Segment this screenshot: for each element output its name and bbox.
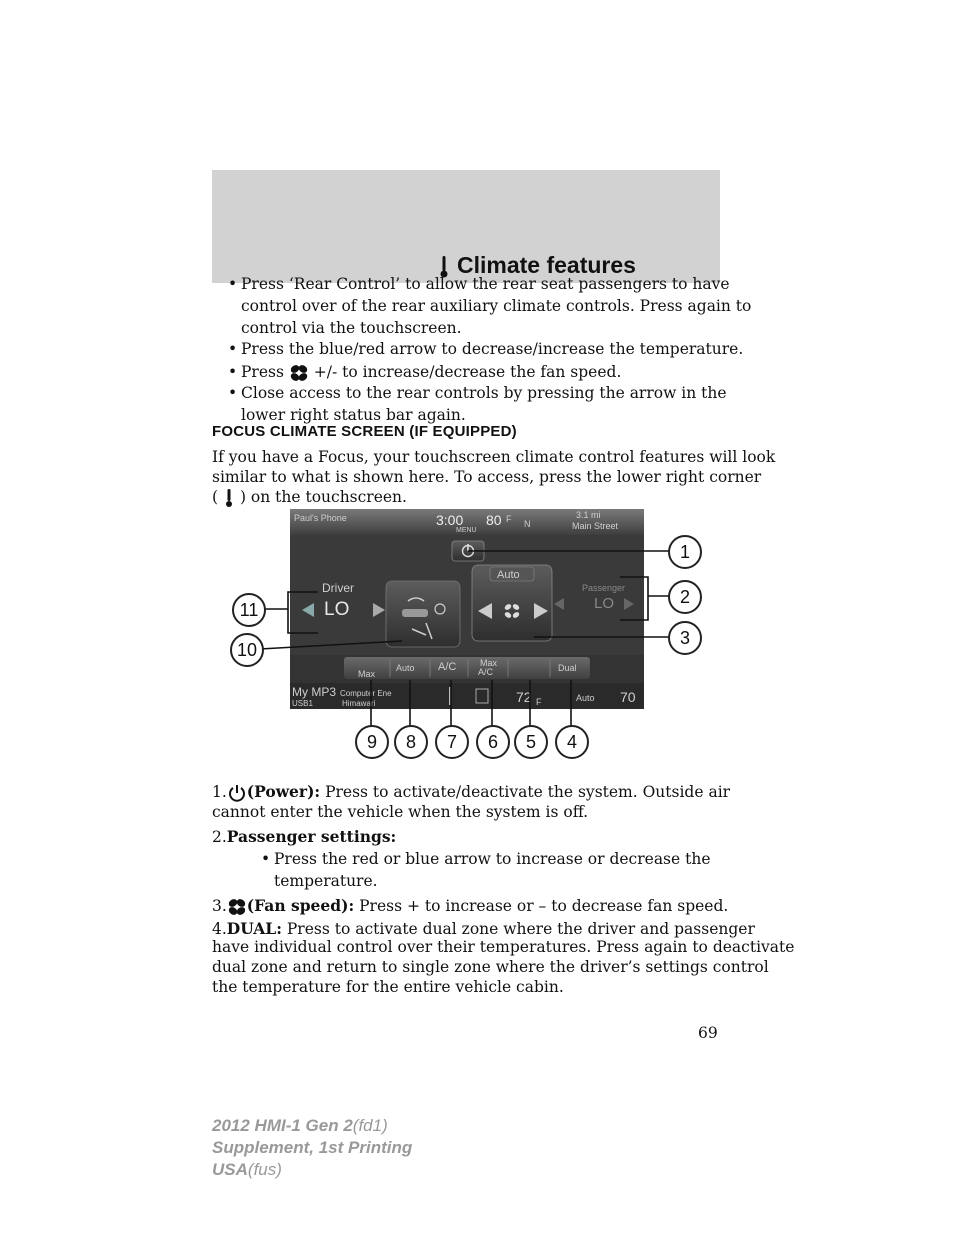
screen-status-unit: F	[536, 697, 542, 707]
bullet-arrow-temp: Press the blue/red arrow to decrease/increase the temperature.	[241, 340, 744, 358]
screen-driver-label: Driver	[322, 581, 354, 595]
bullet-fan-text: +/- to increase/decrease the fan speed.	[313, 363, 622, 381]
bullet-dot: •	[261, 850, 271, 868]
screen-btn-dual[interactable]: Dual	[558, 663, 577, 673]
screen-auto-label: Auto	[497, 569, 520, 581]
item-2-bullet-line2: temperature.	[274, 872, 378, 890]
callout-10: 10	[230, 633, 264, 667]
bullet-dot: •	[228, 384, 238, 402]
callout-4: 4	[555, 725, 589, 759]
item-1-label: (Power):	[246, 782, 321, 801]
screen-btn-max[interactable]: Max	[358, 669, 376, 679]
screen-media-source: My MP3	[292, 685, 337, 699]
callout-1: 1	[668, 535, 702, 569]
screen-artist: Himawari	[342, 699, 376, 708]
item-2-bullet-line1: Press the red or blue arrow to increase or decrease the	[274, 850, 711, 868]
item-3-line1: 3. (Fan speed): Press + to increase or – to decrease fan speed.	[212, 896, 729, 915]
item-4-line1: 4.DUAL: Press to activate dual zone where the driver and passenger	[212, 919, 755, 938]
section-title: Climate features	[457, 252, 636, 278]
screen-nav-street: Main Street	[572, 521, 619, 531]
item-2-line1: 2.Passenger settings:	[212, 827, 397, 846]
power-icon	[227, 783, 247, 803]
bullet-close-rear-line2: lower right status bar again.	[241, 406, 466, 424]
callout-3: 3	[668, 621, 702, 655]
screen-btn-max-ac-2[interactable]: A/C	[478, 667, 494, 677]
screen-status-temp-right: 70	[620, 689, 636, 705]
bullet-dot: •	[228, 275, 238, 293]
screen-status-temp-left: 72	[516, 689, 532, 705]
item-2-label: Passenger settings:	[226, 827, 397, 846]
bullet-rear-control-line2: control over of the rear auxiliary climate controls. Press again to	[241, 297, 752, 315]
screen-outside-temp: 80	[486, 512, 502, 528]
callout-5: 5	[514, 725, 548, 759]
focus-para-line1: If you have a Focus, your touchscreen climate control features will look	[212, 448, 776, 466]
item-3-label: (Fan speed):	[246, 896, 355, 915]
screen-media-sub: USB1	[292, 699, 313, 708]
bullet-rear-control-line1: Press ‘Rear Control’ to allow the rear seat passengers to have	[241, 275, 730, 293]
screen-track: Computer Ene	[340, 689, 392, 698]
focus-heading: FOCUS CLIMATE SCREEN (IF EQUIPPED)	[212, 423, 517, 440]
focus-para-line3: ( ) on the touchscreen.	[212, 488, 407, 506]
bullet-rear-control-line3: control via the touchscreen.	[241, 319, 462, 337]
bullet-close-rear-line1: Close access to the rear controls by pressing the arrow in the	[241, 384, 727, 402]
item-1-line2: cannot enter the vehicle when the system is off.	[212, 803, 589, 821]
page-number: 69	[698, 1024, 718, 1042]
screen-temp-unit: F	[506, 514, 512, 524]
item-4-label: DUAL:	[226, 919, 282, 938]
screen-status-auto: Auto	[576, 693, 595, 703]
screen-btn-max-ac-1[interactable]: Max	[480, 658, 498, 668]
screen-btn-auto[interactable]: Auto	[396, 663, 415, 673]
screen-time: 3:00	[436, 512, 464, 528]
bullet-dot: •	[228, 340, 238, 358]
screen-compass: N	[524, 519, 531, 529]
footer-line2: Supplement, 1st Printing	[212, 1138, 413, 1157]
item-4-line4: the temperature for the entire vehicle cabin.	[212, 978, 564, 996]
callout-6: 6	[476, 725, 510, 759]
bullet-dot: •	[228, 363, 238, 381]
screen-phone: Paul's Phone	[294, 513, 347, 523]
fan-icon	[227, 897, 247, 917]
screen-menu: MENU	[456, 527, 477, 534]
callout-2: 2	[668, 580, 702, 614]
screen-nav-distance: 3.1 mi	[576, 510, 601, 520]
focus-para-line2: similar to what is shown here. To access, press the lower right corner	[212, 468, 762, 486]
item-4-line2: have individual control over their temperatures. Press again to deactivate	[212, 938, 795, 956]
item-1-line1: 1. (Power): Press to activate/deactivate the system. Outside air	[212, 782, 731, 801]
screen-passenger-temp: LO	[594, 595, 615, 612]
footer-line1: 2012 HMI-1 Gen 2(fd1)	[212, 1116, 388, 1135]
callout-11: 11	[232, 593, 266, 627]
screen-driver-temp: LO	[324, 599, 350, 620]
screen-passenger-label: Passenger	[582, 583, 626, 593]
callout-9: 9	[355, 725, 389, 759]
bullet-fan-press: Press	[241, 363, 284, 381]
item-4-line3: dual zone and return to single zone where the driver’s settings control	[212, 958, 769, 976]
callout-8: 8	[394, 725, 428, 759]
screen-btn-ac[interactable]: A/C	[438, 661, 457, 673]
callout-7: 7	[435, 725, 469, 759]
footer-line3: USA(fus)	[212, 1160, 282, 1179]
